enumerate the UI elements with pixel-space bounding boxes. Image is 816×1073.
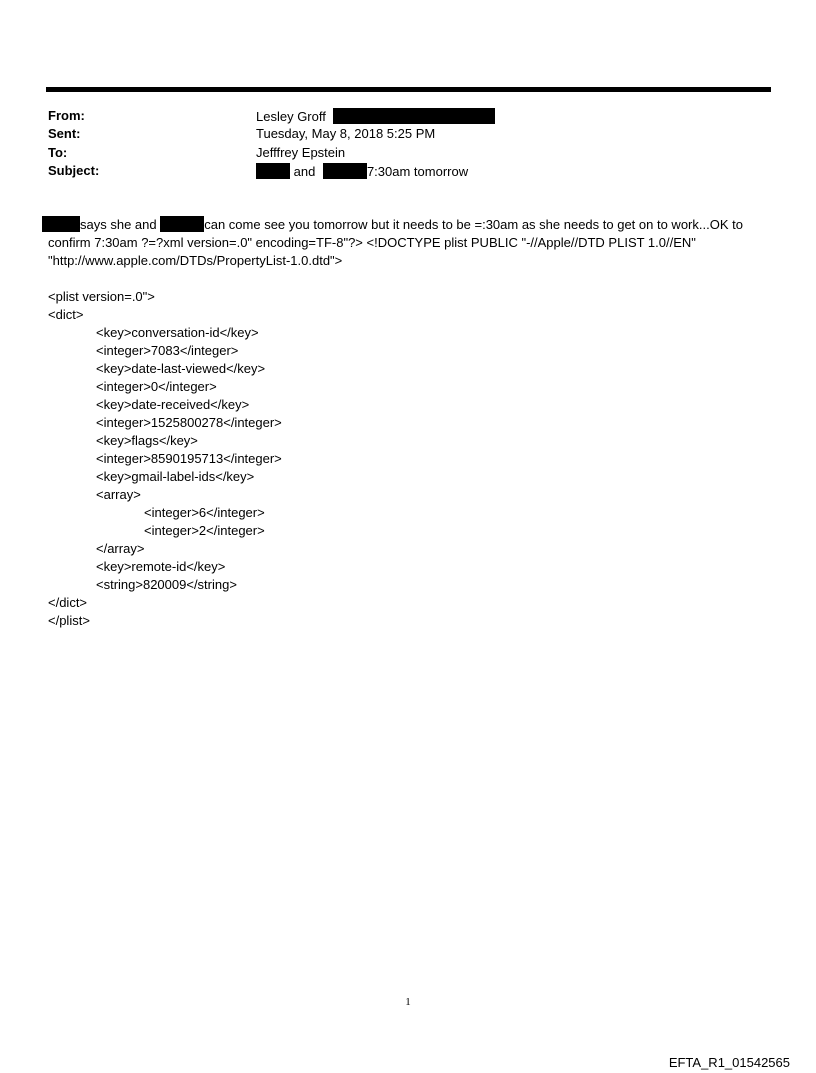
document-id: EFTA_R1_01542565 [668,1055,790,1070]
plist-block [48,288,282,630]
sent-label: Sent: [48,126,81,141]
body-line: confirm 7:30am ?=?xml version=.0" encoding=TF-8"?> <!DOCTYPE plist PUBLIC "-//Apple//DTD PLIST 1.0//EN" [48,235,696,250]
plist-line: <integer>8590195713</integer> [96,451,282,466]
subject-label: Subject: [48,163,100,178]
plist-line: <key>date-last-viewed</key> [96,361,266,376]
page-number: 1 [405,996,411,1008]
body-line [48,216,773,234]
plist-line: <array> [96,487,141,502]
plist-line: </dict> [48,595,88,610]
plist-line: </array> [96,541,145,556]
plist-line: <dict> [48,307,84,322]
sent-value: Tuesday, May 8, 2018 5:25 PM [256,126,436,141]
email-body [48,216,773,270]
from-value [256,108,495,124]
subject-end: 7:30am tomorrow [366,164,469,179]
header-rule [46,87,771,92]
to-label: To: [48,145,68,160]
plist-line: <integer>2</integer> [144,523,265,538]
to-value: Jefffrey Epstein [256,145,346,160]
redaction-box [256,163,290,179]
plist-line: <integer>0</integer> [96,379,217,394]
plist-line: <integer>7083</integer> [96,343,239,358]
redaction-box [42,216,80,232]
subject-value [256,163,468,179]
body-line: "http://www.apple.com/DTDs/PropertyList-1.0.dtd"> [48,253,343,268]
plist-line: <key>conversation-id</key> [96,325,259,340]
plist-line: <key>remote-id</key> [96,559,226,574]
plist-line: <integer>6</integer> [144,505,265,520]
redaction-box [160,216,204,232]
from-label: From: [48,108,85,123]
plist-line: <plist version=.0"> [48,289,155,304]
body-line1-a: says she and [80,217,157,232]
body-line1-b: can come see you tomorrow but it needs to be =:30am as she needs to get on to work...OK to [204,217,743,232]
plist-line: <key>gmail-label-ids</key> [96,469,255,484]
from-name: Lesley Groff [256,109,326,124]
plist-line: <integer>1525800278</integer> [96,415,282,430]
plist-line: <key>date-received</key> [96,397,250,412]
plist-line: </plist> [48,613,90,628]
subject-mid: and [293,164,316,179]
redaction-box [333,108,495,124]
redaction-box [323,163,367,179]
plist-line: <string>820009</string> [96,577,237,592]
plist-line: <key>flags</key> [96,433,198,448]
